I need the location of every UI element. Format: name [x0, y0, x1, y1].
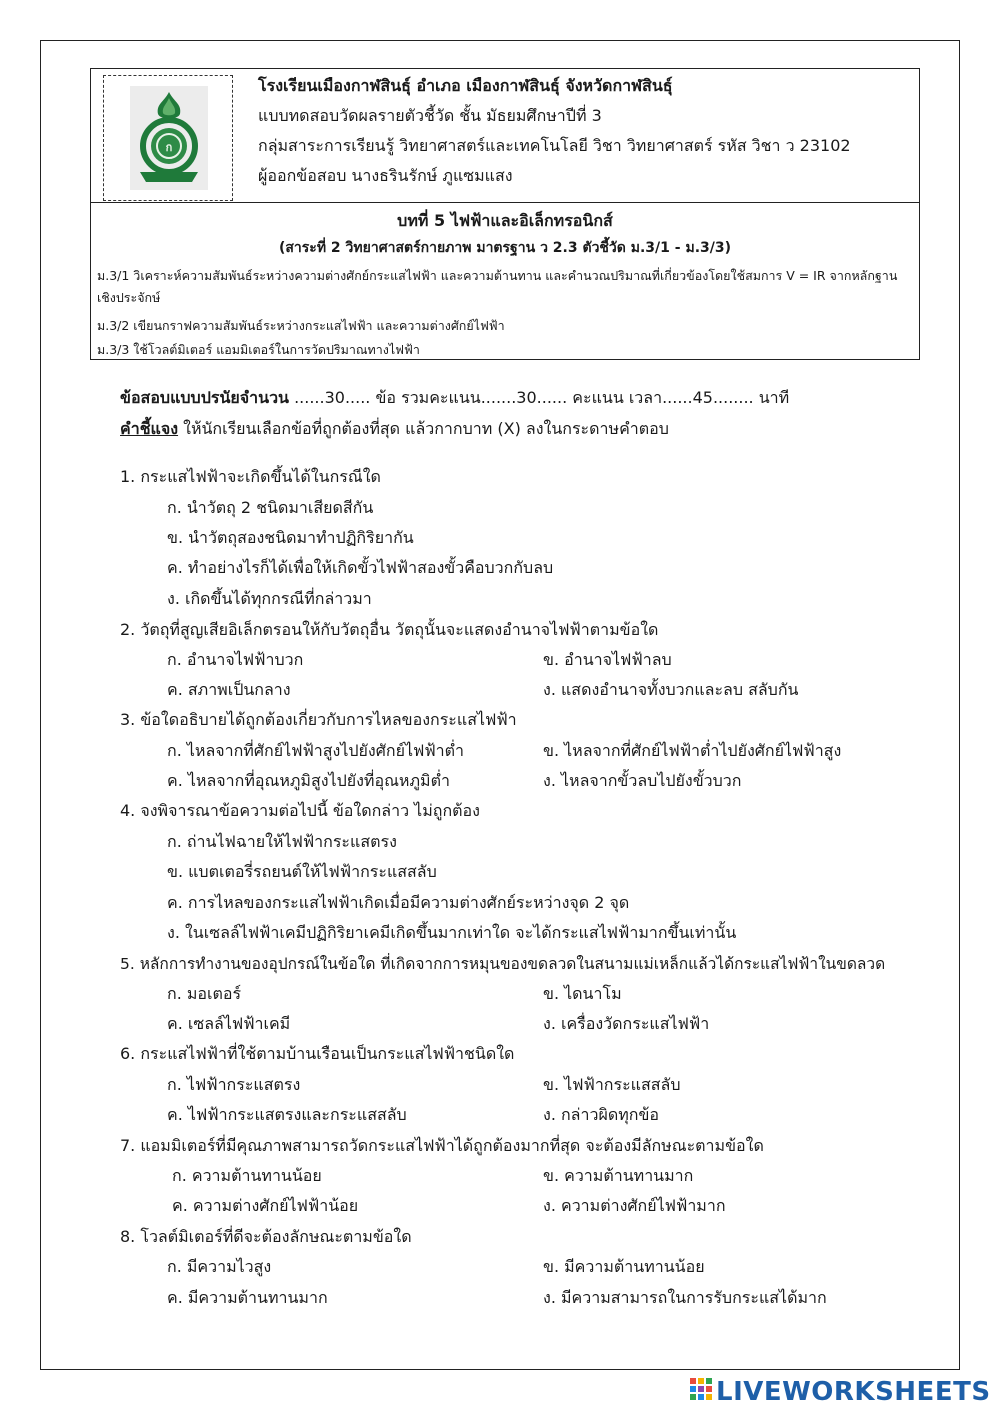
q2-option-c[interactable]: ค. สภาพเป็นกลาง [167, 680, 291, 699]
q1-option-b[interactable]: ข. นำวัตถุสองชนิดมาทำปฏิกิริยากัน [167, 528, 414, 547]
logo-frame [103, 75, 233, 201]
instruction [120, 417, 669, 442]
question-5: 5. หลักการทำงานของอุปกรณ์ในข้อใด ที่เกิดจากการหมุนของขดลวดในสนามแม่เหล็กแล้วได้กระแสไฟฟ้าในขดลวด [120, 955, 886, 973]
question-2: 2. วัตถุที่สูญเสียอิเล็กตรอนให้กับวัตถุอื่น วัตถุนั้นจะแสดงอำนาจไฟฟ้าตามข้อใด [120, 620, 659, 639]
instruction-text: ให้นักเรียนเลือกข้อที่ถูกต้องที่สุด แล้วกากบาท (X) ลงในกระดาษคำตอบ [178, 419, 669, 438]
q1-option-c[interactable]: ค. ทำอย่างไรก็ได้เพื่อให้เกิดขั้วไฟฟ้าสองขั้วคือบวกกับลบ [167, 558, 554, 577]
q2-option-a[interactable]: ก. อำนาจไฟฟ้าบวก [167, 650, 304, 669]
q4-option-d[interactable]: ง. ในเซลล์ไฟฟ้าเคมีปฏิกิริยาเคมีเกิดขึ้นมากเท่าใด จะได้กระแสไฟฟ้ามากขึ้นเท่านั้น [167, 923, 737, 942]
unit-subtitle: (สาระที่ 2 วิทยาศาสตร์กายภาพ มาตรฐาน ว 2.3 ตัวชี้วัด ม.3/1 - ม.3/3) [278, 240, 732, 256]
school-logo-icon [130, 88, 208, 188]
header-box [90, 68, 920, 360]
q3-option-b[interactable]: ข. ไหลจากที่ศักย์ไฟฟ้าต่ำไปยังศักย์ไฟฟ้าสูง [543, 741, 842, 760]
school-name: โรงเรียนเมืองกาฬสินธุ์ อำเภอ เมืองกาฬสินธุ์ จังหวัดกาฬสินธุ์ [258, 76, 673, 95]
question-4: 4. จงพิจารณาข้อความต่อไปนี้ ข้อใดกล่าว ไม่ถูกต้อง [120, 801, 480, 820]
q7-option-d[interactable]: ง. ความต่างศักย์ไฟฟ้ามาก [543, 1196, 726, 1215]
svg-text:ก: ก [165, 141, 173, 154]
instruction-label: คำชี้แจง [120, 419, 179, 438]
q5-option-d[interactable]: ง. เครื่องวัดกระแสไฟฟ้า [543, 1014, 710, 1033]
unit-title: บทที่ 5 ไฟฟ้าและอิเล็กทรอนิกส์ [397, 211, 613, 230]
author-line: ผู้ออกข้อสอบ นางธรินรักษ์ ภูแซมแสง [258, 166, 513, 185]
liveworksheets-logo[interactable] [690, 1375, 991, 1409]
q8-option-c[interactable]: ค. มีความต้านทานมาก [167, 1288, 328, 1307]
q3-option-a[interactable]: ก. ไหลจากที่ศักย์ไฟฟ้าสูงไปยังศักย์ไฟฟ้าต่ำ [167, 741, 465, 760]
indicator-3: ม.3/3 ใช้โวลต์มิเตอร์ แอมมิเตอร์ในการวัดปริมาณทางไฟฟ้า [97, 342, 420, 357]
q7-option-c[interactable]: ค. ความต่างศักย์ไฟฟ้าน้อย [172, 1196, 359, 1215]
q6-option-c[interactable]: ค. ไฟฟ้ากระแสตรงและกระแสสลับ [167, 1105, 407, 1124]
exam-details: ......30..... ข้อ รวมคะแนน.......30...... คะแนน เวลา......45........ นาที [288, 388, 790, 407]
q5-option-c[interactable]: ค. เซลล์ไฟฟ้าเคมี [167, 1014, 291, 1033]
question-8: 8. โวลต์มิเตอร์ที่ดีจะต้องลักษณะตามข้อใด [120, 1227, 412, 1246]
q4-option-c[interactable]: ค. การไหลของกระแสไฟฟ้าเกิดเมื่อมีความต่างศักย์ระหว่างจุด 2 จุด [167, 893, 630, 912]
q3-option-d[interactable]: ง. ไหลจากขั้วลบไปยังขั้วบวก [543, 771, 742, 790]
q7-option-a[interactable]: ก. ความต้านทานน้อย [172, 1166, 322, 1185]
subject-line: กลุ่มสาระการเรียนรู้ วิทยาศาสตร์และเทคโนโลยี วิชา วิทยาศาสตร์ รหัส วิชา ว 23102 [258, 136, 851, 155]
exam-type-label: ข้อสอบแบบปรนัยจำนวน [120, 388, 289, 407]
q6-option-a[interactable]: ก. ไฟฟ้ากระแสตรง [167, 1075, 301, 1094]
q2-option-b[interactable]: ข. อำนาจไฟฟ้าลบ [543, 650, 672, 669]
liveworksheets-icon [690, 1378, 712, 1406]
q4-option-a[interactable]: ก. ถ่านไฟฉายให้ไฟฟ้ากระแสตรง [167, 832, 397, 851]
q8-option-b[interactable]: ข. มีความต้านทานน้อย [543, 1257, 705, 1276]
liveworksheets-text: LIVEWORKSHEETS [716, 1377, 991, 1407]
question-7: 7. แอมมิเตอร์ที่มีคุณภาพสามารถวัดกระแสไฟฟ้าได้ถูกต้องมากที่สุด จะต้องมีลักษณะตามข้อใด [120, 1136, 764, 1155]
indicator-1: ม.3/1 วิเคราะห์ความสัมพันธ์ระหว่างความต่างศักย์กระแสไฟฟ้า และความต้านทาน และคำนวณปริมาณที่เกี่ยวข้องโดยใช้สมการ V = IR จากหลักฐานเชิงประจักษ์ [97, 268, 898, 305]
exam-info [120, 386, 789, 411]
indicator-2: ม.3/2 เขียนกราฟความสัมพันธ์ระหว่างกระแสไฟฟ้า และความต่างศักย์ไฟฟ้า [97, 318, 505, 333]
q2-option-d[interactable]: ง. แสดงอำนาจทั้งบวกและลบ สลับกัน [543, 680, 799, 699]
q1-option-a[interactable]: ก. นำวัตถุ 2 ชนิดมาเสียดสีกัน [167, 498, 374, 517]
question-3: 3. ข้อใดอธิบายได้ถูกต้องเกี่ยวกับการไหลของกระแสไฟฟ้า [120, 710, 517, 729]
q6-option-b[interactable]: ข. ไฟฟ้ากระแสสลับ [543, 1075, 681, 1094]
q1-option-d[interactable]: ง. เกิดขึ้นได้ทุกกรณีที่กล่าวมา [167, 589, 372, 608]
q3-option-c[interactable]: ค. ไหลจากที่อุณหภูมิสูงไปยังที่อุณหภูมิต่ำ [167, 771, 450, 790]
q7-option-b[interactable]: ข. ความต้านทานมาก [543, 1166, 694, 1185]
question-6: 6. กระแสไฟฟ้าที่ใช้ตามบ้านเรือนเป็นกระแสไฟฟ้าชนิดใด [120, 1044, 515, 1063]
q6-option-d[interactable]: ง. กล่าวผิดทุกข้อ [543, 1105, 659, 1124]
q8-option-d[interactable]: ง. มีความสามารถในการรับกระแสได้มาก [543, 1288, 827, 1307]
exam-level: แบบทดสอบวัดผลรายตัวชี้วัด ชั้น มัธยมศึกษาปีที่ 3 [258, 106, 602, 125]
q4-option-b[interactable]: ข. แบตเตอรี่รถยนต์ให้ไฟฟ้ากระแสสลับ [167, 862, 437, 881]
q5-option-a[interactable]: ก. มอเตอร์ [167, 984, 242, 1003]
question-1: 1. กระแสไฟฟ้าจะเกิดขึ้นได้ในกรณีใด [120, 467, 381, 486]
q8-option-a[interactable]: ก. มีความไวสูง [167, 1257, 272, 1276]
header-divider [91, 202, 919, 203]
q5-option-b[interactable]: ข. ไดนาโม [543, 984, 622, 1003]
